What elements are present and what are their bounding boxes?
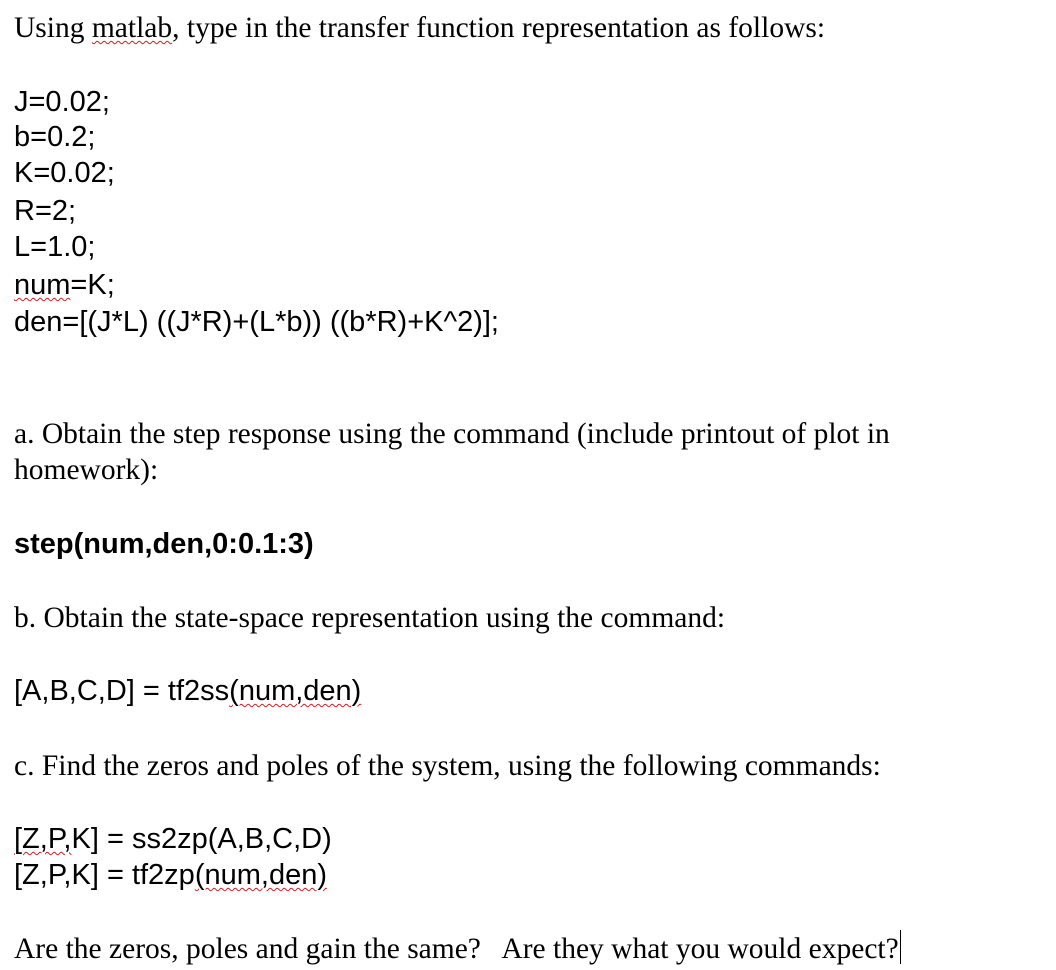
spelling-flagged-word[interactable]: matlab [91,12,173,44]
tf2ss-command-text: [A,B,C,D] = tf2ss [14,675,230,707]
code-line-j: J=0.02; [14,86,110,118]
tf2zp-command-text: [Z,P,K] = tf2zp [14,859,195,891]
code-line-num [14,268,115,303]
code-line-l: L=1.0; [14,231,96,263]
closing-question [14,930,901,967]
intro-text-before: Using [14,12,92,44]
part-c-text: c. Find the zeros and poles of the system, using the following commands: [14,750,881,782]
code-line-r: R=2; [14,195,77,227]
code-line-b: b=0.2; [14,121,96,153]
part-b-text: b. Obtain the state-space representation using the command: [14,602,726,634]
text-cursor [900,930,901,964]
part-a-line-2: homework): [14,454,159,486]
code-line-k: K=0.02; [14,157,115,189]
intro-paragraph [14,10,825,46]
tf2zp-command [14,858,327,893]
part-a-line-1: a. Obtain the step response using the command (include printout of plot in [14,418,890,450]
intro-text-after: , type in the transfer function representation as follows: [172,12,826,44]
spelling-flagged-word[interactable]: (num,den) [229,675,362,707]
ss2zp-command-text: K] = ss2zp(A,B,C,D) [71,823,332,855]
code-line-num-rest: =K; [70,269,115,301]
code-line-den: den=[(J*L) ((J*R)+(L*b)) ((b*R)+K^2)]; [14,306,499,338]
spelling-flagged-word[interactable]: (num,den) [194,859,327,891]
step-command: step(num,den,0:0.1:3) [14,528,314,560]
spelling-flagged-word[interactable]: num [14,269,71,301]
spelling-flagged-word[interactable]: [Z,P, [14,823,72,855]
ss2zp-command [14,822,332,857]
tf2ss-command [14,674,361,709]
closing-question-text: Are the zeros, poles and gain the same? Are they what you would expect? [14,933,899,965]
